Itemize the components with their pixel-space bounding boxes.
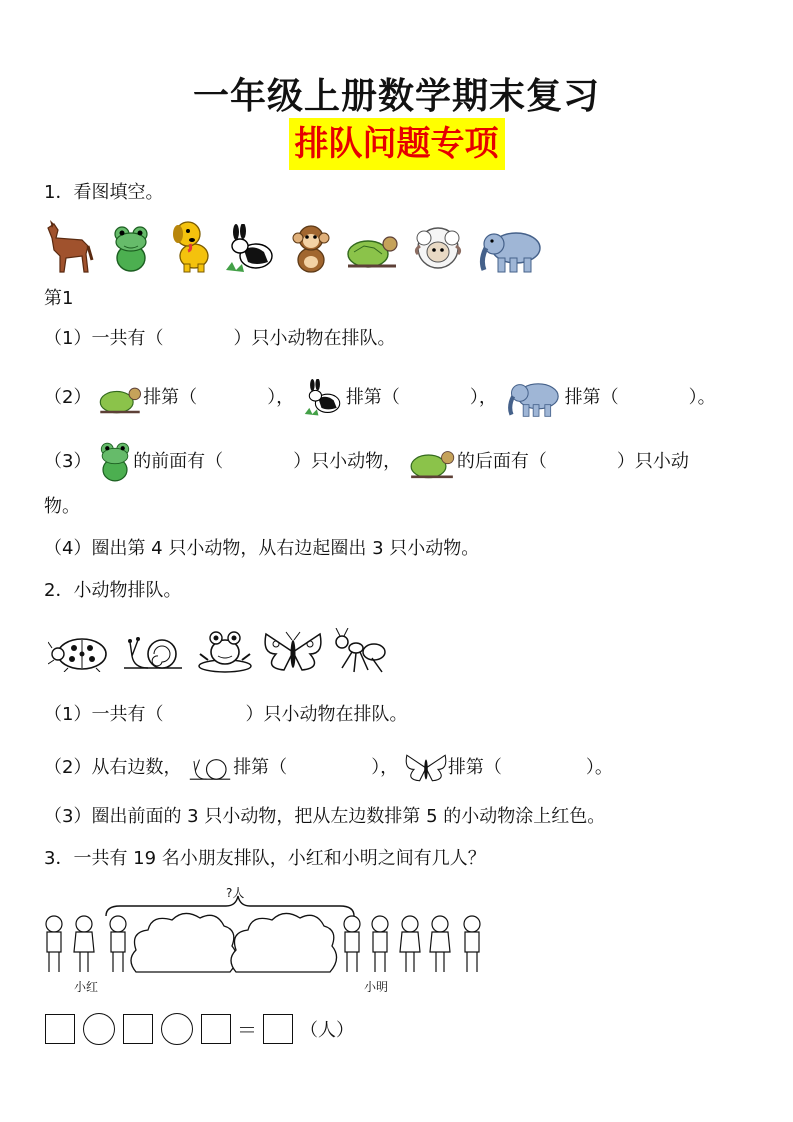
page-title: 一年级上册数学期末复习 [192, 76, 600, 117]
q1-part3-a: （3） [44, 451, 92, 472]
q2-part2-a: （2）从右边数， [44, 757, 182, 778]
q1-part3-e: ）只小动 [616, 451, 689, 472]
monkey-icon [288, 222, 334, 274]
turtle-icon [407, 442, 457, 482]
q1-part4: （4）圈出第 4 只小动物，从右边起圈出 3 只小动物。 [44, 538, 480, 559]
q1-part3-b: 的前面有（ [133, 451, 224, 472]
horse-icon [42, 220, 94, 274]
q2-part2-e: ）。 [585, 757, 613, 778]
answer-box-1[interactable] [45, 1014, 75, 1044]
frog-icon [196, 628, 254, 674]
q1-animal-row [42, 218, 552, 276]
q3-left-name: 小红 [74, 980, 99, 994]
q1-part3-d: 的后面有（ [456, 451, 547, 472]
elephant-icon [503, 378, 565, 418]
q1-part2-b: 排第（ [143, 387, 198, 408]
rabbit-icon [300, 379, 346, 417]
q3-heading: 3．一共有 19 名小朋友排队，小红和小明之间有几人？ [44, 848, 486, 869]
q2-part3: （3）圈出前面的 3 只小动物，把从左边数排第 5 的小动物涂上红色。 [44, 806, 606, 827]
q2-animal-row [48, 628, 388, 674]
q1-part2-f: 排第（ [564, 387, 619, 408]
ant-icon [332, 628, 388, 674]
sheep-icon [412, 224, 464, 274]
unit-label: （人） [300, 1020, 354, 1041]
q2-part1 [44, 702, 407, 728]
answer-box-result[interactable] [263, 1014, 293, 1044]
q2-part2-b: 排第（ [233, 757, 288, 778]
snail-icon [120, 632, 186, 672]
q2-part2 [44, 752, 613, 784]
snail-icon [187, 753, 233, 783]
q2-heading: 2．小动物排队。 [44, 580, 182, 601]
q2-part2-d: 排第（ [447, 757, 502, 778]
q2-part1-a: （1）一共有（ [44, 704, 164, 725]
q1-part3 [44, 440, 689, 484]
dog-icon [170, 218, 214, 274]
frog-icon [97, 440, 133, 484]
butterfly-icon [262, 630, 324, 674]
ladybug-icon [48, 632, 110, 672]
rabbit-icon [224, 224, 276, 274]
q1-part3-wrap: 物。 [44, 496, 80, 517]
turtle-icon [344, 226, 400, 272]
operator-circle-1[interactable] [83, 1013, 115, 1045]
q1-part2-c: ）， [267, 387, 295, 408]
q1-part1-b: ）只小动物在排队。 [233, 328, 396, 349]
q1-part2-a: （2） [44, 387, 92, 408]
subtitle-wrap [0, 118, 793, 170]
turtle-icon [97, 379, 143, 417]
operator-circle-2[interactable] [161, 1013, 193, 1045]
q2-part2-c: ）， [371, 757, 399, 778]
equals-sign: ＝ [237, 1018, 257, 1042]
q1-part2 [44, 378, 716, 418]
q3-queue-diagram [40, 880, 500, 990]
q1-part2-g: ）。 [688, 387, 716, 408]
q1-part1-a: （1）一共有（ [44, 328, 164, 349]
q1-part1 [44, 326, 395, 352]
q1-heading: 1．看图填空。 [44, 182, 164, 203]
butterfly-icon [404, 752, 448, 784]
answer-box-2[interactable] [123, 1014, 153, 1044]
q1-part3-c: ）只小动物， [293, 451, 402, 472]
q1-first-label: 第1 [44, 288, 74, 309]
answer-box-3[interactable] [201, 1014, 231, 1044]
frog-icon [110, 224, 152, 274]
q3-brace-label: ?人 [226, 886, 245, 900]
q3-right-name: 小明 [364, 980, 389, 994]
q1-part2-e: ）， [469, 387, 497, 408]
page-subtitle: 排队问题专项 [289, 118, 505, 170]
elephant-icon [478, 226, 544, 274]
q2-part1-b: ）只小动物在排队。 [245, 704, 408, 725]
q1-part2-d: 排第（ [345, 387, 400, 408]
